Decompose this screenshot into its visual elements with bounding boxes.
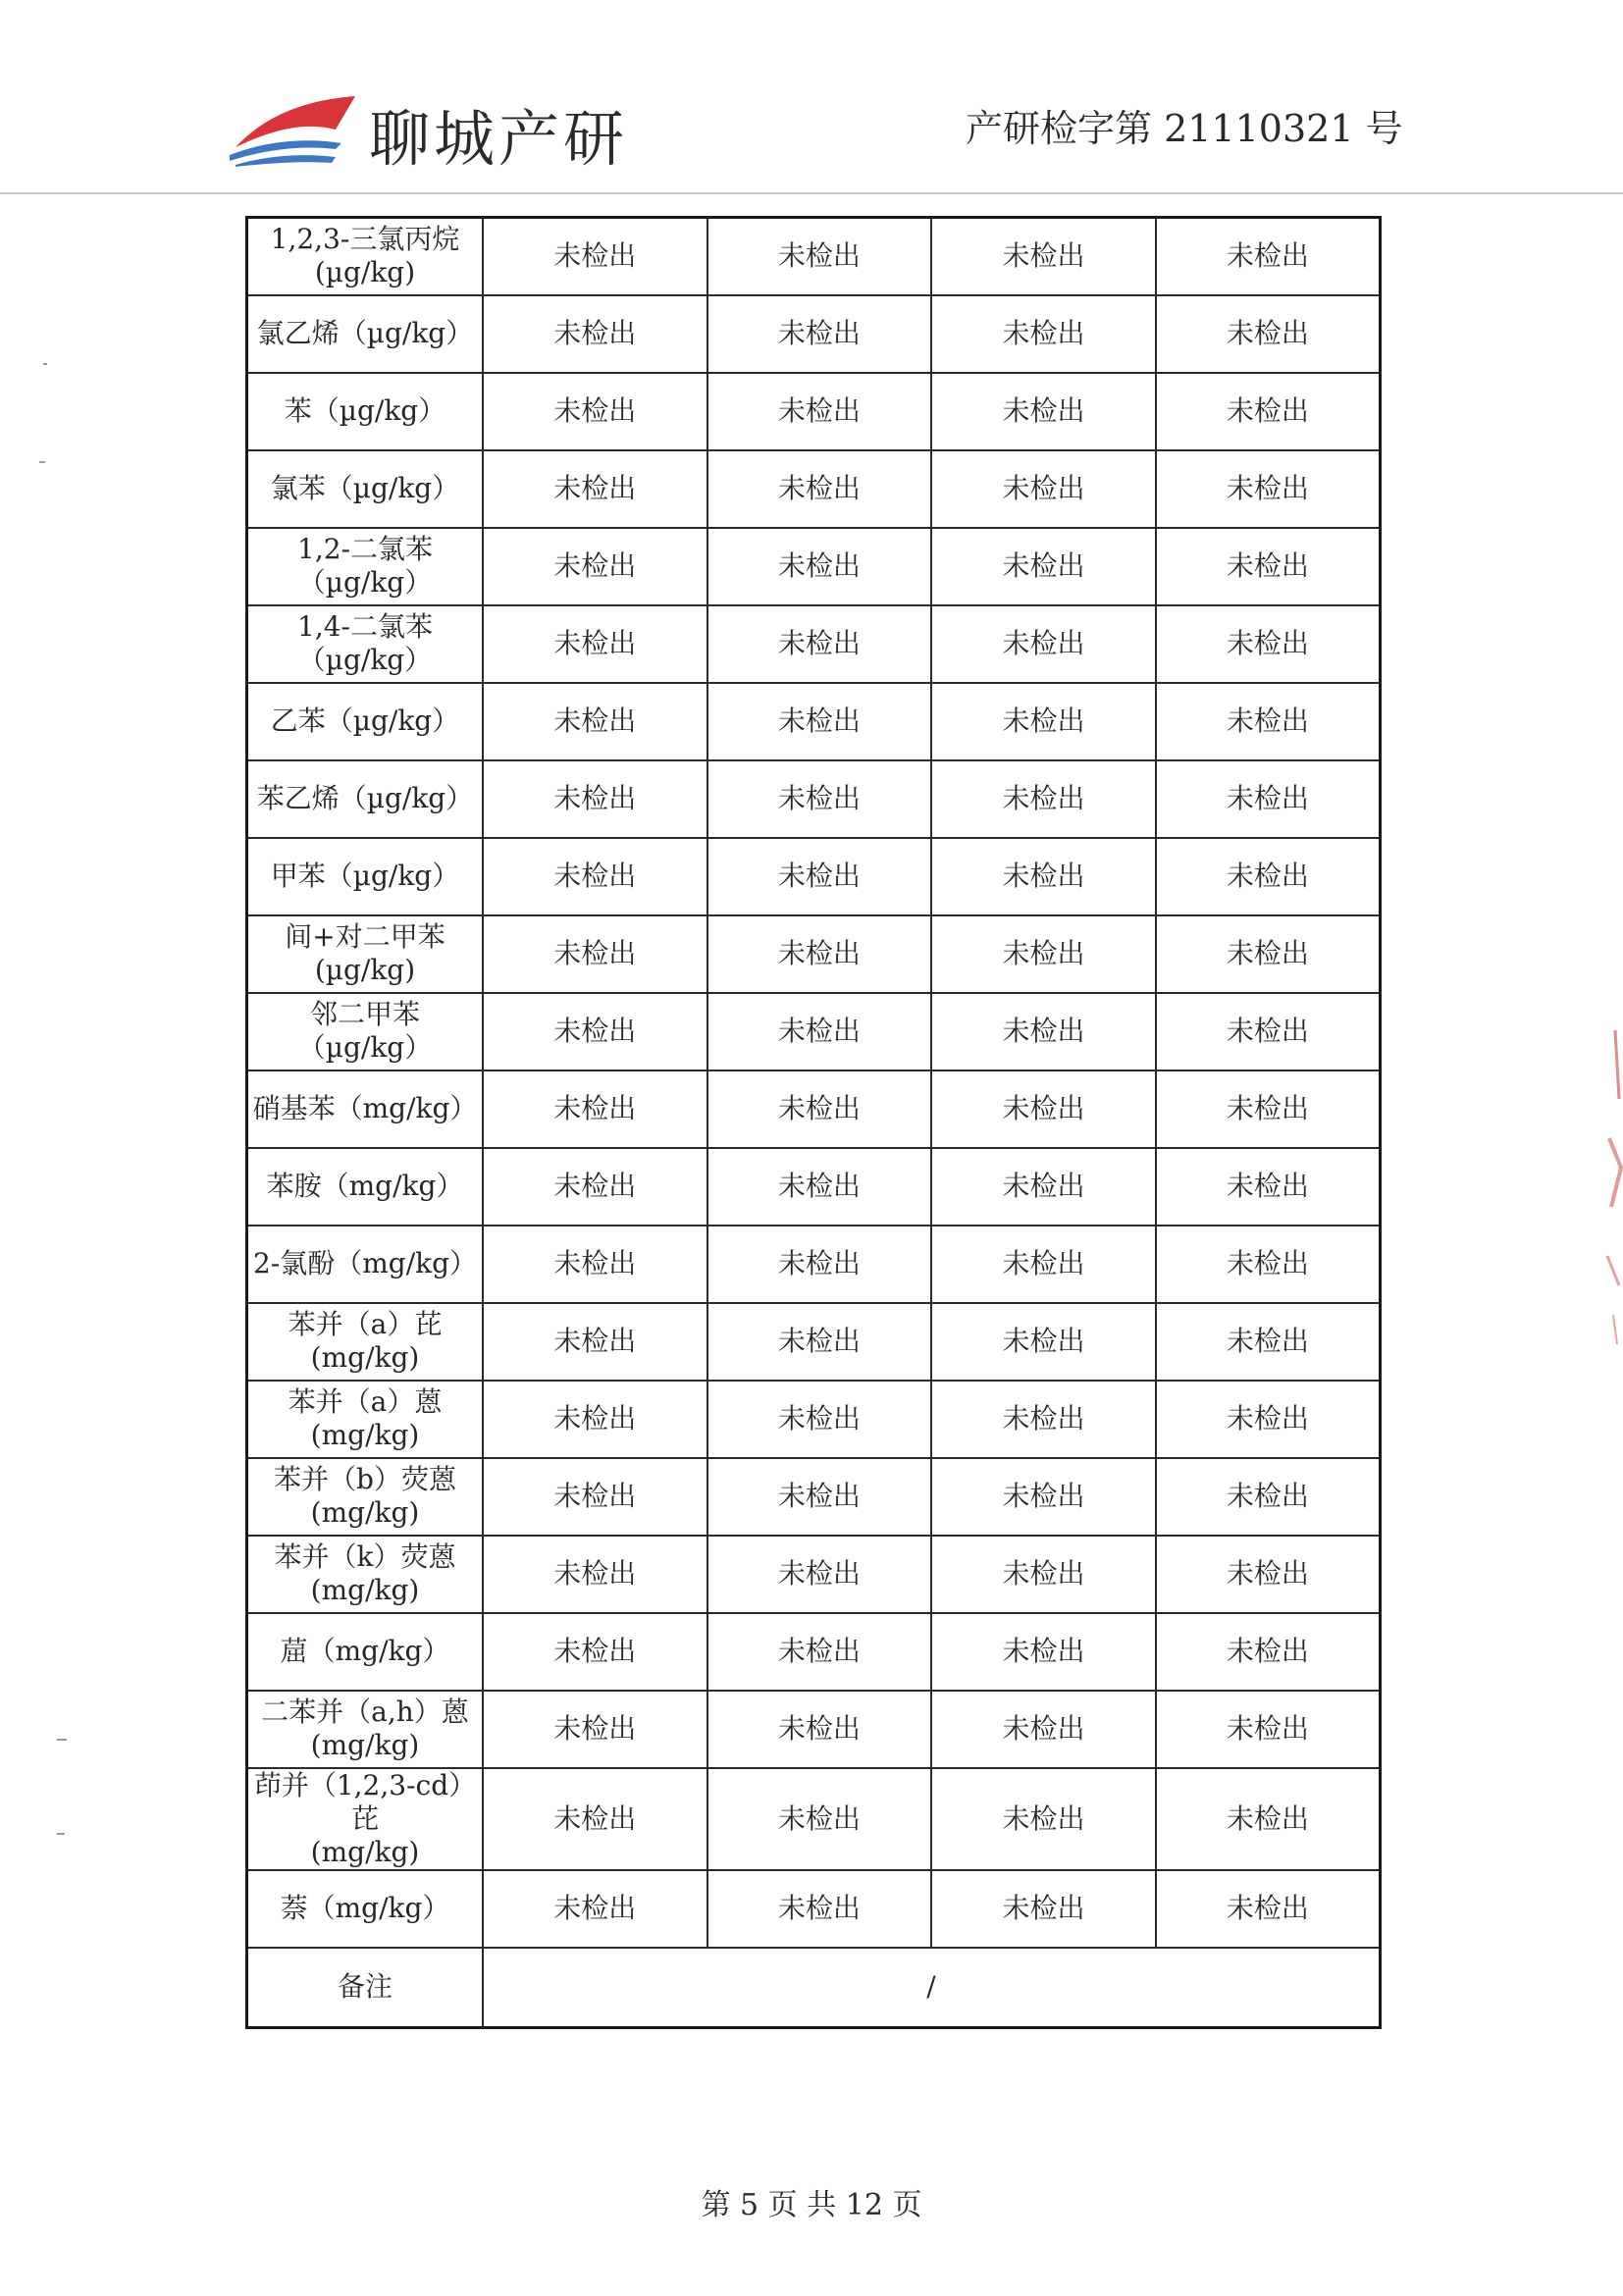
scan-mark: [57, 1739, 67, 1741]
result-cell: 未检出: [1156, 1536, 1381, 1613]
note-row: [247, 1948, 1381, 2028]
result-cell: 未检出: [483, 838, 707, 915]
table-row: [247, 915, 1381, 993]
analyte-name-line: 乙苯（µg/kg）: [270, 704, 460, 737]
result-cell: 未检出: [931, 605, 1156, 683]
analyte-name-line: 苯并（b）荧蒽: [274, 1463, 456, 1495]
result-cell: 未检出: [707, 1381, 932, 1458]
analyte-unit-line: (mg/kg): [310, 1729, 420, 1761]
result-cell: 未检出: [707, 373, 932, 450]
result-cell: 未检出: [483, 1148, 707, 1226]
result-cell: 未检出: [931, 993, 1156, 1070]
table-row: [247, 528, 1381, 605]
result-cell: 未检出: [707, 1536, 932, 1613]
analyte-name: [247, 760, 484, 838]
table-row: [247, 993, 1381, 1070]
result-cell: 未检出: [931, 1148, 1156, 1226]
wave-logo-icon: [226, 86, 363, 167]
result-cell: 未检出: [483, 993, 707, 1070]
result-cell: 未检出: [707, 838, 932, 915]
result-cell: 未检出: [707, 218, 932, 295]
scan-mark: [57, 1833, 65, 1835]
table-row: [247, 218, 1381, 295]
table-row: [247, 1536, 1381, 1613]
result-cell: 未检出: [707, 1691, 932, 1768]
result-cell: 未检出: [707, 993, 932, 1070]
result-cell: 未检出: [931, 1613, 1156, 1691]
result-cell: 未检出: [707, 295, 932, 373]
result-cell: 未检出: [483, 1691, 707, 1768]
analyte-name-line: 萘（mg/kg）: [280, 1892, 450, 1924]
result-cell: 未检出: [1156, 1070, 1381, 1148]
analyte-name-line: 硝基苯（mg/kg）: [252, 1092, 478, 1124]
result-cell: 未检出: [931, 915, 1156, 993]
analyte-name: [247, 683, 484, 760]
table-row: [247, 1870, 1381, 1948]
page-footer: 第 5 页 共 12 页: [701, 2188, 922, 2222]
result-cell: 未检出: [931, 838, 1156, 915]
table-row: [247, 1691, 1381, 1768]
table-row: [247, 760, 1381, 838]
result-cell: 未检出: [931, 528, 1156, 605]
result-cell: 未检出: [1156, 528, 1381, 605]
result-cell: 未检出: [1156, 1458, 1381, 1536]
table-row: [247, 1768, 1381, 1870]
result-cell: 未检出: [483, 1226, 707, 1303]
analyte-name: [247, 915, 484, 993]
result-cell: 未检出: [1156, 1768, 1381, 1870]
result-cell: 未检出: [1156, 1148, 1381, 1226]
result-cell: 未检出: [1156, 1303, 1381, 1381]
result-cell: 未检出: [483, 1381, 707, 1458]
result-cell: 未检出: [931, 1070, 1156, 1148]
analyte-name: [247, 1148, 484, 1226]
analyte-name-line: 苯胺（mg/kg）: [266, 1170, 464, 1202]
analyte-name: [247, 1691, 484, 1768]
result-cell: 未检出: [931, 450, 1156, 528]
result-cell: 未检出: [483, 1768, 707, 1870]
analyte-name: [247, 1613, 484, 1691]
result-cell: 未检出: [931, 295, 1156, 373]
result-cell: 未检出: [931, 683, 1156, 760]
result-cell: 未检出: [483, 1458, 707, 1536]
table-row: [247, 450, 1381, 528]
result-cell: 未检出: [707, 1070, 932, 1148]
result-cell: 未检出: [1156, 295, 1381, 373]
result-cell: 未检出: [1156, 1381, 1381, 1458]
scan-mark: [43, 363, 47, 365]
analyte-unit-line: (µg/kg): [314, 954, 416, 986]
analyte-name-line: 氯乙烯（µg/kg）: [256, 317, 474, 349]
result-cell: 未检出: [483, 450, 707, 528]
result-cell: 未检出: [483, 1070, 707, 1148]
result-cell: 未检出: [707, 1613, 932, 1691]
analyte-name: [247, 1870, 484, 1948]
table-row: [247, 1381, 1381, 1458]
result-cell: 未检出: [483, 915, 707, 993]
analyte-unit-line: (mg/kg): [310, 1574, 420, 1606]
result-cell: 未检出: [1156, 760, 1381, 838]
result-cell: 未检出: [931, 1536, 1156, 1613]
report-number: 产研检字第 21110321 号: [966, 107, 1403, 150]
result-cell: 未检出: [707, 915, 932, 993]
result-cell: 未检出: [1156, 605, 1381, 683]
analyte-name: [247, 838, 484, 915]
result-cell: 未检出: [707, 683, 932, 760]
table-row: [247, 1226, 1381, 1303]
table-row: [247, 1303, 1381, 1381]
header-divider: [0, 192, 1623, 194]
result-cell: 未检出: [1156, 915, 1381, 993]
result-cell: 未检出: [483, 760, 707, 838]
result-cell: 未检出: [707, 1148, 932, 1226]
analyte-unit-line: (mg/kg): [310, 1341, 420, 1374]
analyte-name: [247, 450, 484, 528]
analyte-name: [247, 295, 484, 373]
result-cell: 未检出: [931, 218, 1156, 295]
table-row: [247, 295, 1381, 373]
result-cell: 未检出: [931, 373, 1156, 450]
note-value: /: [483, 1948, 1381, 2028]
result-cell: 未检出: [707, 605, 932, 683]
scan-mark: [39, 461, 45, 463]
result-cell: 未检出: [1156, 218, 1381, 295]
analyte-name-line: 苯并（a）芘: [288, 1308, 443, 1340]
analyte-name-line: 苯乙烯（µg/kg）: [256, 782, 474, 814]
table-row: [247, 1148, 1381, 1226]
result-cell: 未检出: [1156, 373, 1381, 450]
analyte-name-line: 1,2,3-三氯丙烷: [270, 223, 460, 256]
result-cell: 未检出: [931, 1691, 1156, 1768]
analyte-name: [247, 993, 484, 1070]
result-cell: 未检出: [483, 1613, 707, 1691]
analyte-name: [247, 605, 484, 683]
analyte-name-line: 甲苯（µg/kg）: [270, 860, 460, 892]
result-cell: 未检出: [931, 1870, 1156, 1948]
result-cell: 未检出: [931, 1226, 1156, 1303]
result-cell: 未检出: [1156, 450, 1381, 528]
analyte-name: [247, 218, 484, 295]
analyte-name-line: 氯苯（µg/kg）: [270, 472, 460, 504]
analyte-name: [247, 528, 484, 605]
analyte-name-line: 䓛（mg/kg）: [280, 1635, 450, 1667]
result-cell: 未检出: [931, 760, 1156, 838]
table-row: [247, 1070, 1381, 1148]
analyte-unit-line: (mg/kg): [310, 1419, 420, 1451]
analyte-name-line: 二苯并（a,h）蒽: [261, 1696, 469, 1728]
seal-stamp-fragment: [1590, 1020, 1623, 1354]
result-cell: 未检出: [483, 295, 707, 373]
result-cell: 未检出: [707, 450, 932, 528]
analyte-name: [247, 1226, 484, 1303]
result-cell: 未检出: [1156, 993, 1381, 1070]
analyte-name: [247, 1070, 484, 1148]
result-cell: 未检出: [483, 218, 707, 295]
result-cell: 未检出: [1156, 1870, 1381, 1948]
result-cell: 未检出: [707, 760, 932, 838]
page-header: [0, 0, 1623, 196]
note-label: 备注: [247, 1948, 484, 2028]
result-cell: 未检出: [483, 528, 707, 605]
result-cell: 未检出: [1156, 683, 1381, 760]
analyte-unit-line: (mg/kg): [310, 1835, 420, 1868]
analyte-name-line: 茚并（1,2,3-cd）芘: [253, 1768, 477, 1835]
result-cell: 未检出: [1156, 1226, 1381, 1303]
table-row: [247, 838, 1381, 915]
table-row: [247, 683, 1381, 760]
analyte-name: [247, 1536, 484, 1613]
analyte-unit-line: (µg/kg): [314, 256, 416, 289]
result-cell: 未检出: [1156, 1691, 1381, 1768]
analyte-name-line: 2-氯酚（mg/kg）: [252, 1247, 478, 1279]
analyte-name: [247, 1381, 484, 1458]
analyte-name-line: 1,4-二氯苯（µg/kg）: [297, 610, 433, 676]
result-cell: 未检出: [1156, 838, 1381, 915]
result-cell: 未检出: [931, 1381, 1156, 1458]
result-cell: 未检出: [483, 605, 707, 683]
analyte-name: [247, 1303, 484, 1381]
result-cell: 未检出: [931, 1768, 1156, 1870]
result-cell: 未检出: [707, 1870, 932, 1948]
analyte-name: [247, 373, 484, 450]
analyte-name-line: 1,2-二氯苯（µg/kg）: [297, 533, 433, 599]
table-row: [247, 1613, 1381, 1691]
table-row: [247, 373, 1381, 450]
result-cell: 未检出: [483, 1303, 707, 1381]
analyte-name-line: 苯并（a）蒽: [288, 1385, 443, 1418]
brand-name: 聊城产研: [369, 103, 629, 175]
result-cell: 未检出: [483, 683, 707, 760]
result-cell: 未检出: [1156, 1613, 1381, 1691]
result-cell: 未检出: [707, 528, 932, 605]
result-cell: 未检出: [483, 373, 707, 450]
table-row: [247, 1458, 1381, 1536]
table-row: [247, 605, 1381, 683]
analyte-name-line: 间+对二甲苯: [285, 920, 445, 953]
analyte-unit-line: (mg/kg): [310, 1496, 420, 1529]
result-cell: 未检出: [483, 1870, 707, 1948]
result-cell: 未检出: [707, 1226, 932, 1303]
analyte-name-line: 邻二甲苯（µg/kg）: [297, 998, 433, 1064]
analyte-name: [247, 1768, 484, 1870]
result-cell: 未检出: [931, 1458, 1156, 1536]
result-cell: 未检出: [707, 1768, 932, 1870]
analyte-name-line: 苯（µg/kg）: [284, 394, 446, 427]
result-cell: 未检出: [707, 1303, 932, 1381]
analyte-name: [247, 1458, 484, 1536]
result-cell: 未检出: [707, 1458, 932, 1536]
result-cell: 未检出: [483, 1536, 707, 1613]
analyte-name-line: 苯并（k）荧蒽: [274, 1540, 456, 1573]
results-table: [245, 216, 1382, 2029]
result-cell: 未检出: [931, 1303, 1156, 1381]
